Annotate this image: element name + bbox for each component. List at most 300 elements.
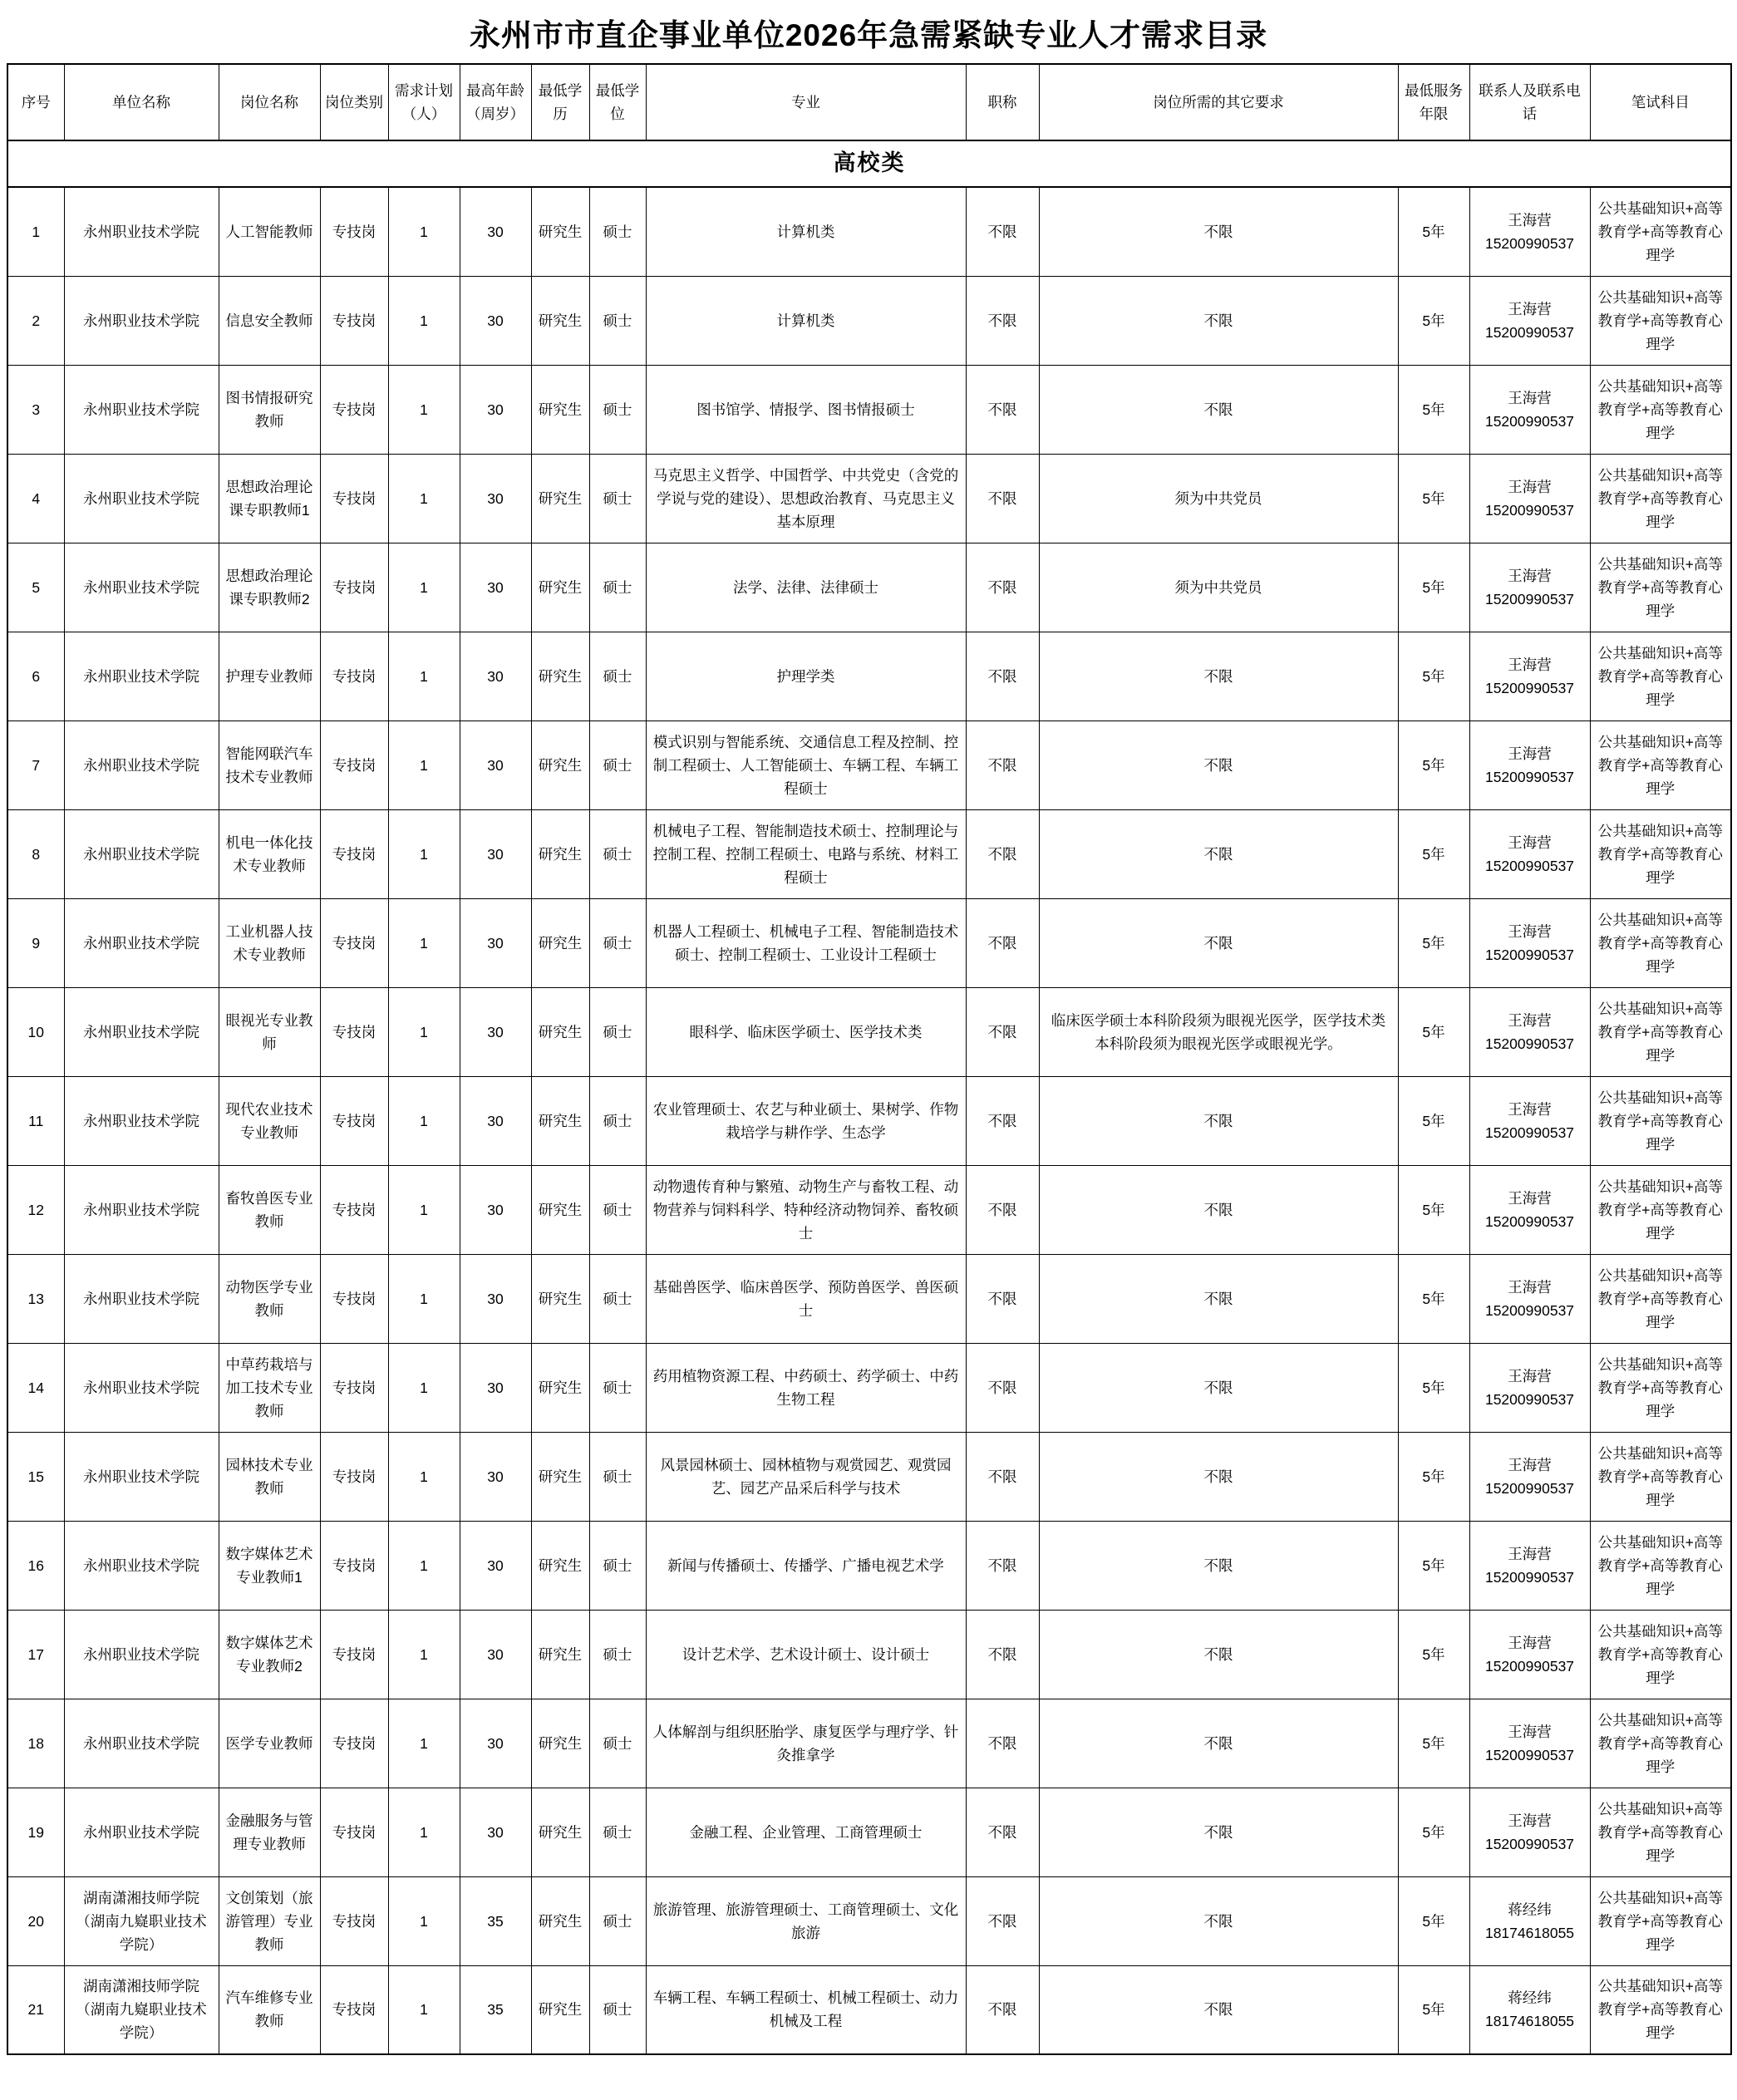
table-row bbox=[7, 1788, 1731, 1876]
table-row bbox=[7, 1699, 1731, 1788]
table-row bbox=[7, 1076, 1731, 1165]
cell-major: 护理学类 bbox=[646, 632, 966, 720]
cell-min-education: 研究生 bbox=[531, 1432, 589, 1521]
col-max-age: 最高年龄（周岁） bbox=[460, 64, 531, 140]
cell-written-exam-subjects: 公共基础知识+高等教育学+高等教育心理学 bbox=[1590, 1343, 1731, 1432]
table-row bbox=[7, 1432, 1731, 1521]
cell-rank: 不限 bbox=[966, 809, 1039, 898]
cell-rank: 不限 bbox=[966, 1254, 1039, 1343]
cell-rank: 不限 bbox=[966, 276, 1039, 365]
cell-min-service-years: 5年 bbox=[1398, 543, 1469, 632]
cell-unit-name: 湖南潇湘技师学院（湖南九嶷职业技术学院） bbox=[64, 1876, 219, 1965]
cell-other-requirements: 不限 bbox=[1039, 1254, 1398, 1343]
cell-max-age: 30 bbox=[460, 720, 531, 809]
cell-max-age: 30 bbox=[460, 1788, 531, 1876]
cell-min-service-years: 5年 bbox=[1398, 632, 1469, 720]
cell-major: 计算机类 bbox=[646, 276, 966, 365]
cell-min-education: 研究生 bbox=[531, 809, 589, 898]
col-rank: 职称 bbox=[966, 64, 1039, 140]
cell-min-service-years: 5年 bbox=[1398, 1699, 1469, 1788]
cell-position-category: 专技岗 bbox=[320, 1254, 388, 1343]
cell-position-category: 专技岗 bbox=[320, 187, 388, 276]
contact-name: 王海营 bbox=[1508, 1634, 1552, 1651]
cell-min-degree: 硕士 bbox=[589, 1432, 646, 1521]
cell-min-education: 研究生 bbox=[531, 1076, 589, 1165]
cell-other-requirements: 不限 bbox=[1039, 1076, 1398, 1165]
cell-rank: 不限 bbox=[966, 898, 1039, 987]
cell-major: 动物遗传育种与繁殖、动物生产与畜牧工程、动物营养与饲料科学、特种经济动物饲养、畜牧硕士 bbox=[646, 1165, 966, 1254]
cell-no: 12 bbox=[7, 1165, 64, 1254]
cell-other-requirements: 不限 bbox=[1039, 632, 1398, 720]
cell-min-degree: 硕士 bbox=[589, 1610, 646, 1699]
cell-max-age: 30 bbox=[460, 987, 531, 1076]
contact-phone: 15200990537 bbox=[1484, 1479, 1575, 1497]
contact-name: 王海营 bbox=[1508, 211, 1552, 229]
cell-position-category: 专技岗 bbox=[320, 276, 388, 365]
cell-rank: 不限 bbox=[966, 1965, 1039, 2054]
cell-major: 车辆工程、车辆工程硕士、机械工程硕士、动力机械及工程 bbox=[646, 1965, 966, 2054]
cell-min-service-years: 5年 bbox=[1398, 898, 1469, 987]
cell-max-age: 30 bbox=[460, 898, 531, 987]
cell-min-education: 研究生 bbox=[531, 987, 589, 1076]
cell-major: 风景园林硕士、园林植物与观赏园艺、观赏园艺、园艺产品采后科学与技术 bbox=[646, 1432, 966, 1521]
contact-name: 王海营 bbox=[1508, 1189, 1552, 1207]
cell-min-service-years: 5年 bbox=[1398, 187, 1469, 276]
contact-phone: 15200990537 bbox=[1484, 1568, 1575, 1586]
cell-min-education: 研究生 bbox=[531, 1965, 589, 2054]
contact-phone: 15200990537 bbox=[1484, 1746, 1575, 1763]
cell-rank: 不限 bbox=[966, 1343, 1039, 1432]
section-row-universities bbox=[7, 140, 1731, 187]
cell-written-exam-subjects: 公共基础知识+高等教育学+高等教育心理学 bbox=[1590, 809, 1731, 898]
cell-demand-count: 1 bbox=[388, 1343, 460, 1432]
cell-max-age: 30 bbox=[460, 809, 531, 898]
cell-written-exam-subjects: 公共基础知识+高等教育学+高等教育心理学 bbox=[1590, 1876, 1731, 1965]
table-row bbox=[7, 1610, 1731, 1699]
contact-phone: 15200990537 bbox=[1484, 412, 1575, 430]
cell-min-degree: 硕士 bbox=[589, 276, 646, 365]
table-row bbox=[7, 1165, 1731, 1254]
cell-written-exam-subjects: 公共基础知识+高等教育学+高等教育心理学 bbox=[1590, 1432, 1731, 1521]
cell-demand-count: 1 bbox=[388, 454, 460, 543]
cell-position-category: 专技岗 bbox=[320, 632, 388, 720]
cell-min-education: 研究生 bbox=[531, 1788, 589, 1876]
col-no: 序号 bbox=[7, 64, 64, 140]
cell-max-age: 30 bbox=[460, 454, 531, 543]
cell-contact bbox=[1469, 1876, 1590, 1965]
cell-min-education: 研究生 bbox=[531, 720, 589, 809]
cell-min-degree: 硕士 bbox=[589, 543, 646, 632]
cell-no: 11 bbox=[7, 1076, 64, 1165]
cell-min-service-years: 5年 bbox=[1398, 1610, 1469, 1699]
table-row bbox=[7, 454, 1731, 543]
cell-rank: 不限 bbox=[966, 720, 1039, 809]
cell-other-requirements: 不限 bbox=[1039, 1965, 1398, 2054]
contact-name: 王海营 bbox=[1508, 834, 1552, 851]
contact-phone: 15200990537 bbox=[1484, 946, 1575, 963]
cell-max-age: 30 bbox=[460, 1699, 531, 1788]
cell-min-degree: 硕士 bbox=[589, 1699, 646, 1788]
cell-demand-count: 1 bbox=[388, 1965, 460, 2054]
cell-min-service-years: 5年 bbox=[1398, 1343, 1469, 1432]
cell-other-requirements: 须为中共党员 bbox=[1039, 454, 1398, 543]
cell-unit-name: 湖南潇湘技师学院（湖南九嶷职业技术学院） bbox=[64, 1965, 219, 2054]
cell-major: 模式识别与智能系统、交通信息工程及控制、控制工程硕士、人工智能硕士、车辆工程、车辆工程硕士 bbox=[646, 720, 966, 809]
cell-position-name: 信息安全教师 bbox=[219, 276, 320, 365]
contact-phone: 15200990537 bbox=[1484, 323, 1575, 341]
cell-position-name: 思想政治理论课专职教师2 bbox=[219, 543, 320, 632]
cell-other-requirements: 不限 bbox=[1039, 276, 1398, 365]
cell-contact bbox=[1469, 1432, 1590, 1521]
cell-unit-name: 永州职业技术学院 bbox=[64, 454, 219, 543]
cell-max-age: 30 bbox=[460, 1343, 531, 1432]
contact-name: 王海营 bbox=[1508, 922, 1552, 940]
cell-min-degree: 硕士 bbox=[589, 454, 646, 543]
cell-contact bbox=[1469, 720, 1590, 809]
cell-contact bbox=[1469, 632, 1590, 720]
cell-demand-count: 1 bbox=[388, 187, 460, 276]
cell-position-category: 专技岗 bbox=[320, 1165, 388, 1254]
cell-written-exam-subjects: 公共基础知识+高等教育学+高等教育心理学 bbox=[1590, 454, 1731, 543]
cell-written-exam-subjects: 公共基础知识+高等教育学+高等教育心理学 bbox=[1590, 987, 1731, 1076]
header-row bbox=[7, 64, 1731, 140]
cell-rank: 不限 bbox=[966, 1432, 1039, 1521]
cell-demand-count: 1 bbox=[388, 987, 460, 1076]
cell-other-requirements: 临床医学硕士本科阶段须为眼视光医学，医学技术类本科阶段须为眼视光医学或眼视光学。 bbox=[1039, 987, 1398, 1076]
cell-demand-count: 1 bbox=[388, 1610, 460, 1699]
cell-demand-count: 1 bbox=[388, 720, 460, 809]
cell-position-name: 汽车维修专业教师 bbox=[219, 1965, 320, 2054]
cell-written-exam-subjects: 公共基础知识+高等教育学+高等教育心理学 bbox=[1590, 1076, 1731, 1165]
cell-position-category: 专技岗 bbox=[320, 720, 388, 809]
section-title: 高校类 bbox=[7, 140, 1731, 187]
cell-min-service-years: 5年 bbox=[1398, 365, 1469, 454]
cell-no: 15 bbox=[7, 1432, 64, 1521]
cell-position-category: 专技岗 bbox=[320, 454, 388, 543]
cell-max-age: 35 bbox=[460, 1965, 531, 2054]
table-row bbox=[7, 720, 1731, 809]
page-title: 永州市市直企事业单位2026年急需紧缺专业人才需求目录 bbox=[469, 18, 1268, 52]
contact-phone: 15200990537 bbox=[1484, 1657, 1575, 1675]
cell-demand-count: 1 bbox=[388, 1788, 460, 1876]
cell-min-education: 研究生 bbox=[531, 276, 589, 365]
contact-name: 王海营 bbox=[1508, 1278, 1552, 1296]
cell-contact bbox=[1469, 1699, 1590, 1788]
cell-position-name: 图书情报研究教师 bbox=[219, 365, 320, 454]
contact-name: 王海营 bbox=[1508, 567, 1552, 584]
cell-unit-name: 永州职业技术学院 bbox=[64, 1788, 219, 1876]
col-position-category: 岗位类别 bbox=[320, 64, 388, 140]
contact-name: 王海营 bbox=[1508, 1367, 1552, 1384]
cell-position-category: 专技岗 bbox=[320, 1343, 388, 1432]
cell-min-service-years: 5年 bbox=[1398, 720, 1469, 809]
cell-other-requirements: 须为中共党员 bbox=[1039, 543, 1398, 632]
cell-unit-name: 永州职业技术学院 bbox=[64, 187, 219, 276]
cell-position-name: 智能网联汽车技术专业教师 bbox=[219, 720, 320, 809]
contact-phone: 15200990537 bbox=[1484, 501, 1575, 519]
cell-other-requirements: 不限 bbox=[1039, 1876, 1398, 1965]
cell-min-education: 研究生 bbox=[531, 1343, 589, 1432]
table-row bbox=[7, 276, 1731, 365]
cell-contact bbox=[1469, 809, 1590, 898]
cell-min-degree: 硕士 bbox=[589, 1254, 646, 1343]
cell-major: 旅游管理、旅游管理硕士、工商管理硕士、文化旅游 bbox=[646, 1876, 966, 1965]
cell-contact bbox=[1469, 898, 1590, 987]
cell-min-service-years: 5年 bbox=[1398, 809, 1469, 898]
cell-position-category: 专技岗 bbox=[320, 1610, 388, 1699]
cell-position-category: 专技岗 bbox=[320, 1965, 388, 2054]
cell-unit-name: 永州职业技术学院 bbox=[64, 543, 219, 632]
cell-contact bbox=[1469, 454, 1590, 543]
contact-name: 王海营 bbox=[1508, 300, 1552, 317]
cell-min-education: 研究生 bbox=[531, 187, 589, 276]
cell-contact bbox=[1469, 1610, 1590, 1699]
cell-rank: 不限 bbox=[966, 632, 1039, 720]
cell-min-degree: 硕士 bbox=[589, 720, 646, 809]
cell-min-service-years: 5年 bbox=[1398, 1521, 1469, 1610]
cell-min-degree: 硕士 bbox=[589, 365, 646, 454]
cell-contact bbox=[1469, 187, 1590, 276]
cell-unit-name: 永州职业技术学院 bbox=[64, 1254, 219, 1343]
cell-unit-name: 永州职业技术学院 bbox=[64, 987, 219, 1076]
cell-contact bbox=[1469, 1165, 1590, 1254]
cell-max-age: 30 bbox=[460, 1076, 531, 1165]
cell-no: 13 bbox=[7, 1254, 64, 1343]
table-row bbox=[7, 365, 1731, 454]
table-row bbox=[7, 1876, 1731, 1965]
cell-position-category: 专技岗 bbox=[320, 987, 388, 1076]
cell-contact bbox=[1469, 1965, 1590, 2054]
contact-phone: 15200990537 bbox=[1484, 1390, 1575, 1408]
contact-phone: 15200990537 bbox=[1484, 857, 1575, 874]
cell-min-education: 研究生 bbox=[531, 632, 589, 720]
cell-contact bbox=[1469, 1254, 1590, 1343]
contact-name: 蒋经纬 bbox=[1508, 1901, 1552, 1918]
contact-name: 王海营 bbox=[1508, 1812, 1552, 1829]
cell-max-age: 30 bbox=[460, 1254, 531, 1343]
cell-other-requirements: 不限 bbox=[1039, 187, 1398, 276]
cell-unit-name: 永州职业技术学院 bbox=[64, 1076, 219, 1165]
cell-no: 17 bbox=[7, 1610, 64, 1699]
cell-contact bbox=[1469, 365, 1590, 454]
cell-position-name: 动物医学专业教师 bbox=[219, 1254, 320, 1343]
col-min-degree: 最低学位 bbox=[589, 64, 646, 140]
cell-position-category: 专技岗 bbox=[320, 1876, 388, 1965]
talent-demand-table bbox=[7, 63, 1732, 2055]
table-row bbox=[7, 543, 1731, 632]
cell-min-degree: 硕士 bbox=[589, 1521, 646, 1610]
cell-min-degree: 硕士 bbox=[589, 1343, 646, 1432]
cell-position-name: 现代农业技术专业教师 bbox=[219, 1076, 320, 1165]
cell-demand-count: 1 bbox=[388, 1076, 460, 1165]
cell-min-degree: 硕士 bbox=[589, 187, 646, 276]
cell-demand-count: 1 bbox=[388, 1699, 460, 1788]
cell-demand-count: 1 bbox=[388, 809, 460, 898]
cell-written-exam-subjects: 公共基础知识+高等教育学+高等教育心理学 bbox=[1590, 543, 1731, 632]
cell-contact bbox=[1469, 1076, 1590, 1165]
cell-position-name: 数字媒体艺术专业教师1 bbox=[219, 1521, 320, 1610]
cell-major: 眼科学、临床医学硕士、医学技术类 bbox=[646, 987, 966, 1076]
table-row bbox=[7, 1965, 1731, 2054]
cell-unit-name: 永州职业技术学院 bbox=[64, 898, 219, 987]
contact-phone: 18174618055 bbox=[1484, 1924, 1575, 1941]
cell-rank: 不限 bbox=[966, 1521, 1039, 1610]
cell-min-service-years: 5年 bbox=[1398, 1254, 1469, 1343]
cell-other-requirements: 不限 bbox=[1039, 720, 1398, 809]
cell-unit-name: 永州职业技术学院 bbox=[64, 809, 219, 898]
cell-unit-name: 永州职业技术学院 bbox=[64, 276, 219, 365]
cell-rank: 不限 bbox=[966, 454, 1039, 543]
contact-name: 王海营 bbox=[1508, 478, 1552, 495]
cell-other-requirements: 不限 bbox=[1039, 1788, 1398, 1876]
cell-other-requirements: 不限 bbox=[1039, 365, 1398, 454]
cell-min-degree: 硕士 bbox=[589, 1965, 646, 2054]
cell-contact bbox=[1469, 1521, 1590, 1610]
cell-min-education: 研究生 bbox=[531, 365, 589, 454]
cell-unit-name: 永州职业技术学院 bbox=[64, 1521, 219, 1610]
cell-no: 4 bbox=[7, 454, 64, 543]
cell-position-name: 园林技术专业教师 bbox=[219, 1432, 320, 1521]
cell-no: 2 bbox=[7, 276, 64, 365]
cell-position-name: 人工智能教师 bbox=[219, 187, 320, 276]
cell-rank: 不限 bbox=[966, 543, 1039, 632]
cell-major: 药用植物资源工程、中药硕士、药学硕士、中药生物工程 bbox=[646, 1343, 966, 1432]
cell-max-age: 35 bbox=[460, 1876, 531, 1965]
cell-no: 9 bbox=[7, 898, 64, 987]
cell-no: 7 bbox=[7, 720, 64, 809]
cell-position-category: 专技岗 bbox=[320, 809, 388, 898]
cell-demand-count: 1 bbox=[388, 1432, 460, 1521]
cell-position-name: 金融服务与管理专业教师 bbox=[219, 1788, 320, 1876]
cell-unit-name: 永州职业技术学院 bbox=[64, 720, 219, 809]
table-row bbox=[7, 1343, 1731, 1432]
cell-other-requirements: 不限 bbox=[1039, 1343, 1398, 1432]
cell-major: 法学、法律、法律硕士 bbox=[646, 543, 966, 632]
cell-major: 农业管理硕士、农艺与种业硕士、果树学、作物栽培学与耕作学、生态学 bbox=[646, 1076, 966, 1165]
cell-rank: 不限 bbox=[966, 1699, 1039, 1788]
cell-contact bbox=[1469, 543, 1590, 632]
cell-no: 10 bbox=[7, 987, 64, 1076]
cell-position-category: 专技岗 bbox=[320, 898, 388, 987]
col-major: 专业 bbox=[646, 64, 966, 140]
cell-no: 1 bbox=[7, 187, 64, 276]
cell-min-degree: 硕士 bbox=[589, 809, 646, 898]
cell-unit-name: 永州职业技术学院 bbox=[64, 1165, 219, 1254]
cell-min-degree: 硕士 bbox=[589, 987, 646, 1076]
contact-phone: 15200990537 bbox=[1484, 1035, 1575, 1052]
table-row bbox=[7, 187, 1731, 276]
cell-max-age: 30 bbox=[460, 187, 531, 276]
cell-min-service-years: 5年 bbox=[1398, 454, 1469, 543]
cell-written-exam-subjects: 公共基础知识+高等教育学+高等教育心理学 bbox=[1590, 720, 1731, 809]
col-unit-name: 单位名称 bbox=[64, 64, 219, 140]
cell-written-exam-subjects: 公共基础知识+高等教育学+高等教育心理学 bbox=[1590, 1521, 1731, 1610]
contact-name: 王海营 bbox=[1508, 1100, 1552, 1118]
cell-min-degree: 硕士 bbox=[589, 1876, 646, 1965]
cell-rank: 不限 bbox=[966, 187, 1039, 276]
cell-demand-count: 1 bbox=[388, 276, 460, 365]
contact-phone: 15200990537 bbox=[1484, 1212, 1575, 1230]
cell-written-exam-subjects: 公共基础知识+高等教育学+高等教育心理学 bbox=[1590, 1699, 1731, 1788]
cell-max-age: 30 bbox=[460, 543, 531, 632]
cell-position-name: 文创策划（旅游管理）专业教师 bbox=[219, 1876, 320, 1965]
cell-rank: 不限 bbox=[966, 1165, 1039, 1254]
cell-max-age: 30 bbox=[460, 1432, 531, 1521]
contact-name: 王海营 bbox=[1508, 745, 1552, 762]
cell-contact bbox=[1469, 1788, 1590, 1876]
cell-contact bbox=[1469, 987, 1590, 1076]
col-position-name: 岗位名称 bbox=[219, 64, 320, 140]
cell-written-exam-subjects: 公共基础知识+高等教育学+高等教育心理学 bbox=[1590, 187, 1731, 276]
cell-demand-count: 1 bbox=[388, 365, 460, 454]
cell-max-age: 30 bbox=[460, 1165, 531, 1254]
cell-unit-name: 永州职业技术学院 bbox=[64, 1432, 219, 1521]
cell-other-requirements: 不限 bbox=[1039, 1521, 1398, 1610]
cell-position-name: 畜牧兽医专业教师 bbox=[219, 1165, 320, 1254]
cell-position-name: 数字媒体艺术专业教师2 bbox=[219, 1610, 320, 1699]
table-row bbox=[7, 987, 1731, 1076]
cell-min-education: 研究生 bbox=[531, 1876, 589, 1965]
cell-min-education: 研究生 bbox=[531, 454, 589, 543]
cell-min-education: 研究生 bbox=[531, 1699, 589, 1788]
cell-max-age: 30 bbox=[460, 276, 531, 365]
table-row bbox=[7, 1254, 1731, 1343]
cell-major: 图书馆学、情报学、图书情报硕士 bbox=[646, 365, 966, 454]
col-other-requirements: 岗位所需的其它要求 bbox=[1039, 64, 1398, 140]
cell-position-name: 护理专业教师 bbox=[219, 632, 320, 720]
cell-min-education: 研究生 bbox=[531, 898, 589, 987]
cell-rank: 不限 bbox=[966, 1876, 1039, 1965]
contact-name: 王海营 bbox=[1508, 1456, 1552, 1473]
cell-min-degree: 硕士 bbox=[589, 1076, 646, 1165]
cell-no: 16 bbox=[7, 1521, 64, 1610]
cell-other-requirements: 不限 bbox=[1039, 1432, 1398, 1521]
cell-min-degree: 硕士 bbox=[589, 632, 646, 720]
cell-position-category: 专技岗 bbox=[320, 365, 388, 454]
cell-max-age: 30 bbox=[460, 1521, 531, 1610]
cell-unit-name: 永州职业技术学院 bbox=[64, 365, 219, 454]
cell-unit-name: 永州职业技术学院 bbox=[64, 1610, 219, 1699]
cell-demand-count: 1 bbox=[388, 1876, 460, 1965]
cell-min-service-years: 5年 bbox=[1398, 1432, 1469, 1521]
cell-position-name: 工业机器人技术专业教师 bbox=[219, 898, 320, 987]
cell-contact bbox=[1469, 1343, 1590, 1432]
cell-unit-name: 永州职业技术学院 bbox=[64, 1699, 219, 1788]
cell-written-exam-subjects: 公共基础知识+高等教育学+高等教育心理学 bbox=[1590, 632, 1731, 720]
cell-min-education: 研究生 bbox=[531, 1610, 589, 1699]
cell-major: 基础兽医学、临床兽医学、预防兽医学、兽医硕士 bbox=[646, 1254, 966, 1343]
contact-phone: 15200990537 bbox=[1484, 234, 1575, 252]
cell-unit-name: 永州职业技术学院 bbox=[64, 1343, 219, 1432]
cell-no: 6 bbox=[7, 632, 64, 720]
cell-other-requirements: 不限 bbox=[1039, 1165, 1398, 1254]
cell-major: 人体解剖与组织胚胎学、康复医学与理疗学、针灸推拿学 bbox=[646, 1699, 966, 1788]
cell-min-degree: 硕士 bbox=[589, 898, 646, 987]
cell-major: 金融工程、企业管理、工商管理硕士 bbox=[646, 1788, 966, 1876]
contact-phone: 15200990537 bbox=[1484, 1301, 1575, 1319]
col-min-education: 最低学历 bbox=[531, 64, 589, 140]
cell-position-name: 中草药栽培与加工技术专业教师 bbox=[219, 1343, 320, 1432]
cell-max-age: 30 bbox=[460, 1610, 531, 1699]
cell-demand-count: 1 bbox=[388, 1165, 460, 1254]
cell-min-education: 研究生 bbox=[531, 1254, 589, 1343]
cell-position-category: 专技岗 bbox=[320, 1699, 388, 1788]
cell-no: 21 bbox=[7, 1965, 64, 2054]
contact-phone: 15200990537 bbox=[1484, 1124, 1575, 1141]
table-row bbox=[7, 1521, 1731, 1610]
cell-other-requirements: 不限 bbox=[1039, 898, 1398, 987]
cell-no: 5 bbox=[7, 543, 64, 632]
